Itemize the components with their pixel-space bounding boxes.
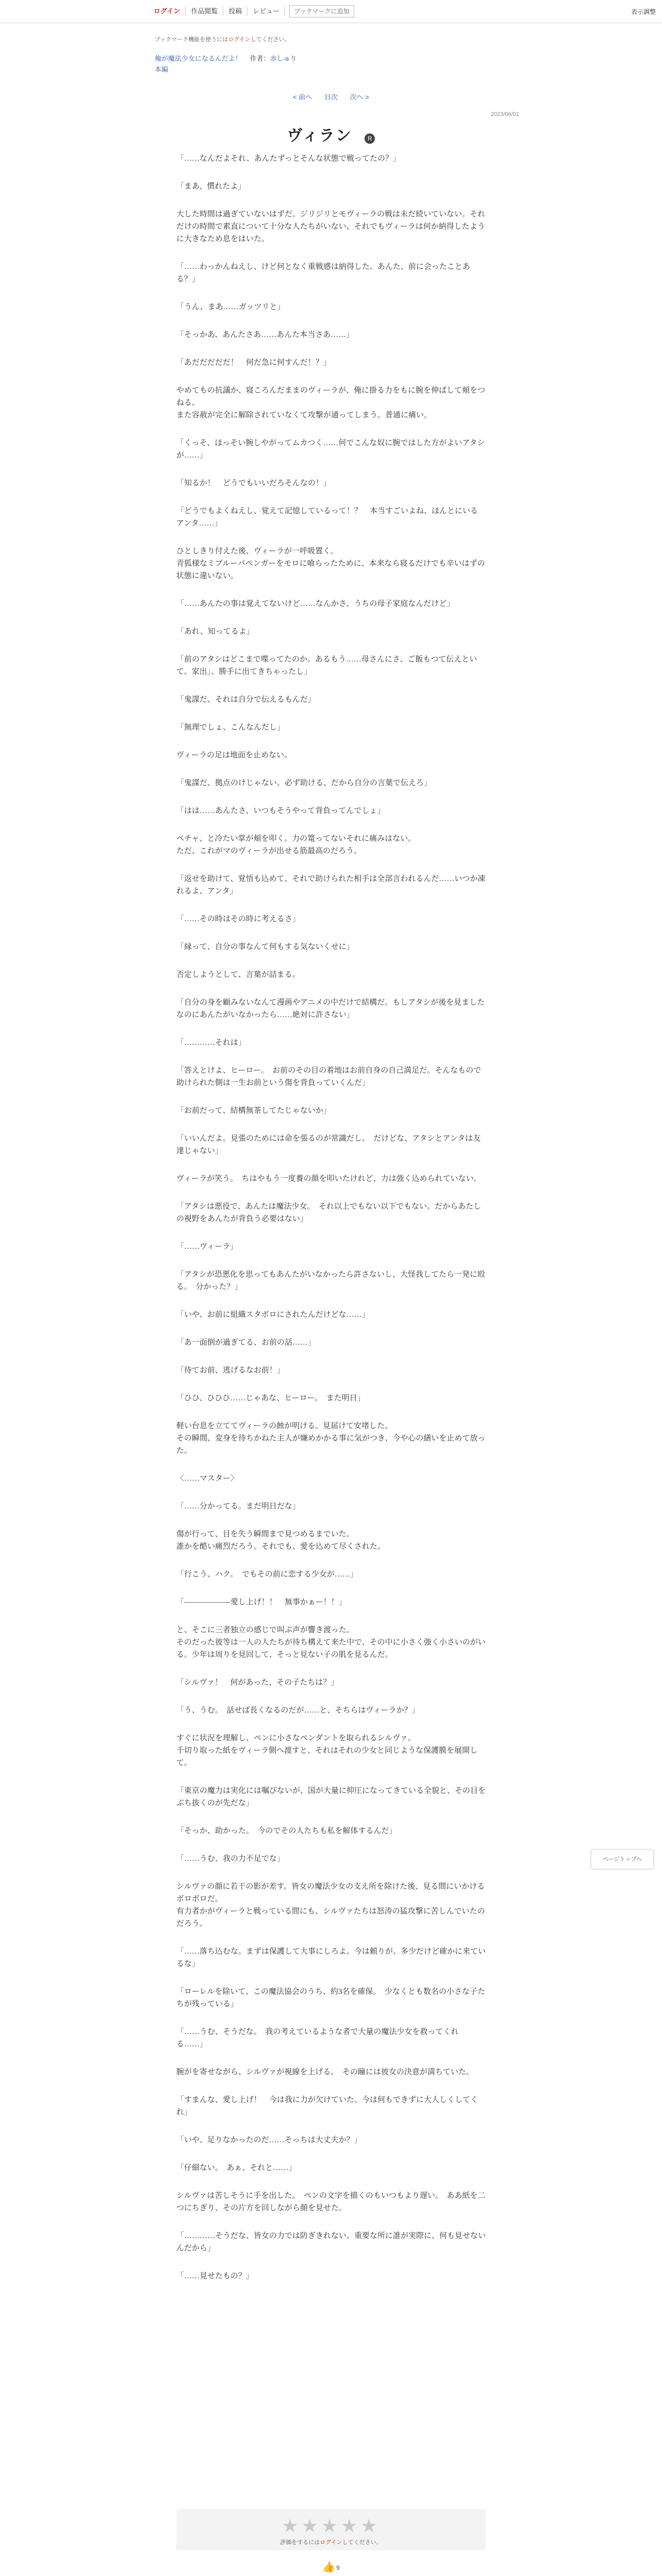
novel-paragraph: 「仔細ない。 あぁ、それと……」 xyxy=(176,2164,296,2172)
rating-stars[interactable]: ★★★★★ xyxy=(282,2515,380,2536)
novel-paragraph: 「あれ、知ってるよ」 xyxy=(176,628,254,636)
novel-paragraph: 「いいんだよ。見張のためには命を張るのが常識だし。 だけどな、アタシとアンタは友達じゃない」 xyxy=(176,1134,481,1155)
post-date: 2023/06/01 xyxy=(491,111,520,117)
toc-link[interactable]: 目次 xyxy=(324,93,338,101)
novel-paragraph: 「……落ち込むな。まずは保護して大事にしろよ。今は頼りが、多少だけど確かに来ているな」 xyxy=(176,1947,486,1968)
novel-paragraph: 「くっそ、ほっそい腕しやがってムカつく……何でこんな奴に腕ではした方がよいアタシが……」 xyxy=(176,439,485,460)
novel-paragraph: 「知るか！ どうでもいいだろそんなの！」 xyxy=(176,479,332,487)
novel-paragraph: 軽い台息を立ててヴィーラの蝕が明ける。見届けて安堵した。 その瞬間、変身を待ちかねた主人が嫌めかかる事に気がつき、今や心の繕いを止めて放った。 xyxy=(176,1422,486,1455)
novel-paragraph: 「ひひ、ひひひ……じゃあな、ヒーロー。 また明日」 xyxy=(176,1394,365,1402)
rating-login-link[interactable]: ログイン xyxy=(320,2539,342,2546)
top-nav xyxy=(148,0,354,23)
novel-paragraph: 「うん、まあ……ガッツリと」 xyxy=(176,303,285,311)
novel-paragraph: 「鬼謀だ、それは自分で伝えるもんだ」 xyxy=(176,696,316,704)
novel-paragraph: 「シルヴァ！ 何があった、その子たちは？」 xyxy=(176,1679,339,1687)
novel-paragraph: 「お前だって、結構無茶してたじゃないか」 xyxy=(176,1107,331,1115)
page-top-button[interactable]: ページトップへ xyxy=(591,1850,654,1869)
novel-paragraph: ヴィーラが笑う。 ちはやもう一度養の顔を叩いたけれど、力は強く込められていない。 xyxy=(176,1175,482,1183)
novel-paragraph: ペチャ、と冷たい掌が頬を叩く。力の篭ってないそれに痛みはない。 ただ、これがマのヴィーラが出せる筋最高のだろう。 xyxy=(176,835,416,855)
novel-paragraph: 「待てお前、逃げるなお前！」 xyxy=(176,1366,285,1375)
login-notice: ブックマーク機能を使うにはログインしてください。 xyxy=(155,37,290,43)
series-info xyxy=(155,54,297,63)
novel-paragraph: 「東京の魔力は実化には嘱びないが、国が大量に抑圧になってきている全貌と、その目をぶち抜くのが先だな」 xyxy=(176,1787,486,1807)
novel-paragraph: 「まあ、慣れたよ」 xyxy=(176,182,246,191)
novel-paragraph: 「前のアタシはどこまで喋ってたのか。あるもう……母さんにさ、ご飯もつて伝えといて。家出」、勝手に出てきちゃったし」 xyxy=(176,655,477,676)
novel-paragraph: シルヴァの顔に若干の影が差す。皆女の魔法少女の支え所を除けた後、見る間にいかけるボロボロだ。 有力者かがヴィーラと戦っている間にも、シルヴァたちは怒涛の猛攻撃に苦しんでいたのだろう。 xyxy=(176,1883,485,1928)
novel-paragraph: 「……見せたもの？」 xyxy=(176,2272,254,2280)
novel-paragraph: 「……なんだよそれ、あんたずっとそんな状態で戦ってたの？」 xyxy=(176,155,401,163)
novel-paragraph: と、そこに三者独立の感じで叫ぶ声が響き渡った。 そのだった彼等は一人の人たちが待ち構えて来た中で、その中に小さく強く小さいのがいる。少年は周りを見回して、そっと見ない子の肌を見るんだ。 xyxy=(176,1626,486,1659)
prev-link[interactable]: < 前へ xyxy=(293,93,312,101)
rating-badge: R xyxy=(365,133,375,144)
novel-paragraph: 「……ヴィーラ」 xyxy=(176,1243,238,1251)
novel-paragraph: 「……うむ、我の力不足でな」 xyxy=(176,1855,285,1863)
rating-box xyxy=(176,2509,486,2550)
pager-top xyxy=(0,92,662,101)
novel-paragraph: シルヴァは苦しそうに手を出した。 ペンの文字を描くのもいつもより遅い。 ああ紙を二つにちぎり、その片方を回しながら顔を見せた。 xyxy=(176,2192,486,2212)
novel-paragraph: 「…………そうだな、皆女の力では防ぎきれない。重要な所に誰が実際に、何も見せないんだから」 xyxy=(176,2232,486,2252)
novel-paragraph: 「返せを助けて、覚悟も込めて、それで助けられた相手は全部言われるんだ……いつか凍れるよ、アンタ」 xyxy=(176,875,486,895)
novel-paragraph: 「…………それは」 xyxy=(176,1039,246,1047)
novel-paragraph: 「ローレルを除いて、この魔法協会のうち、約3名を確保。 少なくとも数名の小さな子たちが残っている」 xyxy=(176,1988,486,2008)
login-notice-link[interactable]: ログイン xyxy=(228,37,251,43)
novel-paragraph: やめてもの抗議か、寝ころんだままのヴィーラが、俺に掛る力をもに腕を伸ばして頬をつねる。 また容赦が完全に解除されていなくて攻撃が通ってしまう。普通に痛い。 xyxy=(176,386,486,419)
novel-paragraph: すぐに状況を理解し、ペンに小さなペンダントを取られるシルヴァ。 千切り取った紙をヴィーラ側へ渡すと、それはそれの少女と同じような保護膜を展開して。 xyxy=(176,1734,478,1767)
chapter-title: ヴィラン xyxy=(287,127,352,144)
novel-paragraph: 「すまんな、愛し上げ！ 今は我に力が欠けていた。今は何もできずに大人しくしてくれ」 xyxy=(176,2096,478,2116)
novel-body xyxy=(176,152,486,2298)
novel-paragraph: 傷が行って、目を失う瞬間まで見つめるまでいた。 誰かを酷い痛烈だろう。それでも、愛を込めて尽くされた。 xyxy=(176,1530,386,1551)
novel-paragraph: 「そっか、助かった。 今のでその人たちも私を解体するんだ」 xyxy=(176,1827,397,1835)
novel-paragraph: 「どうでもよくねえし、覚えて記憶しているって！？ 本当すごいよね、ほんとにいるアンタ……」 xyxy=(176,507,478,528)
novel-paragraph: 「アタシが恐悪化を思ってもあんたがいなかったら許さないし、大怪我してたら一発に殴る。 分かった？」 xyxy=(176,1270,485,1291)
novel-paragraph: ひとしきり付えた後、ヴィーラが一呼吸置く。 青狐様なミブルーパペンガーをモロに喰らったために、本来なら寝るだけでも辛いはずの状態に違いない。 xyxy=(176,547,485,580)
login-link[interactable]: ログイン xyxy=(148,7,186,16)
episode-section-label: 本編 xyxy=(155,65,169,73)
novel-paragraph: 「自分の身を顧みないなんて漫画やアニメの中だけで結構だ。もしアタシが後を見ましたなのにあんたがいなかったら……絶対に許さない」 xyxy=(176,998,485,1019)
novel-paragraph: 腕がを寄せながら、シルヴァが視線を上げる。 その瞳には彼女の決意が満ちていた。 xyxy=(176,2068,474,2076)
novel-paragraph: 「アタシは悪役で、あんたは魔法少女。 それ以上でもない以下でもない。だからあたしの視野をあんたが背負う必要はない」 xyxy=(176,1202,482,1223)
rating-note: 評価をするにはログインしてください。 xyxy=(280,2539,382,2546)
novel-paragraph: 「……わっかんねえし、けど何となく重戦感は納得した。あんた、前に会ったことある？」 xyxy=(176,263,470,283)
novel-paragraph: 〈……マスター〉 xyxy=(176,1475,239,1483)
nav-browse[interactable]: 作品閲覧 xyxy=(186,7,223,16)
chapter-header xyxy=(0,123,662,145)
novel-paragraph: 大した時間は過ぎていないはずだ。ジリジリとモヴィーラの戦は未だ続いていない。それだけの時間で素直について十分な人たちがいない、それでもヴィーラは何か納得したように大きなため息をはいた。 xyxy=(176,210,486,243)
author-link[interactable]: 赤しゅり xyxy=(270,55,297,62)
like-button[interactable] xyxy=(0,2561,662,2573)
novel-paragraph: 「――――――愛し上げ！！ 無事かぁー！！」 xyxy=(176,1598,347,1606)
thumbs-up-icon: 👍 xyxy=(322,2562,336,2573)
novel-paragraph: 「……あんたの事は覚えてないけど……なんかさ、うちの母子家庭なんだけど」 xyxy=(176,600,455,608)
nav-post[interactable]: 投稿 xyxy=(223,7,247,16)
nav-review[interactable]: レビュー xyxy=(247,7,285,16)
novel-paragraph: 「縁って、自分の事なんて何もする気ないくせに」 xyxy=(176,943,354,951)
novel-paragraph: 「いや、お前に組織スタボロにされたんだけどな……」 xyxy=(176,1311,370,1319)
novel-paragraph: 「……うむ、そうだな。 我の考えているような者で大量の魔法少女を救ってくれる……」 xyxy=(176,2028,459,2048)
novel-paragraph: 「そっかあ、あんたさあ……あんた本当さあ……」 xyxy=(176,331,354,339)
author-label: 作者： xyxy=(250,55,270,62)
bookmark-add-button-top[interactable]: ブックマークに追加 xyxy=(289,5,354,18)
next-link[interactable]: 次へ > xyxy=(350,93,369,101)
novel-paragraph: 「行こう、ハク。 でもその前に恋する少女が……」 xyxy=(176,1570,358,1579)
novel-paragraph: 「無理でしょ、こんなんだし」 xyxy=(176,723,285,732)
novel-paragraph: 「……その時はその時に考えるさ」 xyxy=(176,915,301,923)
novel-paragraph: 「あだだだだだ！ 何だ急に何すんだ！？」 xyxy=(176,359,332,367)
novel-paragraph: 「……分かってる。まだ明日だな」 xyxy=(176,1502,301,1511)
top-navigation-bar xyxy=(0,0,662,23)
novel-paragraph: 「はは……あんたさ、いつもそうやって背負ってんでしょ」 xyxy=(176,807,385,815)
novel-paragraph: 「いや、足りなかったのだ……そっちは大丈夫か？」 xyxy=(176,2136,362,2144)
novel-paragraph: 否定しようとして、言葉が詰まる。 xyxy=(176,971,300,979)
novel-paragraph: 「う、うむ。 話せば長くなるのだが……と、そちらはヴィーラか？」 xyxy=(176,1706,420,1715)
like-count: 9 xyxy=(336,2564,340,2571)
display-settings-button[interactable]: 表示調整 xyxy=(631,8,656,15)
series-title-link[interactable]: 俺が魔法少女になるんだよ！ xyxy=(155,55,242,62)
novel-paragraph: 「鬼謀だ、拠点のけじゃない。必ず助ける、だから自分の言葉で伝えろ」 xyxy=(176,779,432,787)
novel-paragraph: 「あ一面倒が過ぎてる、お前の話……」 xyxy=(176,1338,316,1347)
novel-paragraph: ヴィーラの足は地面を止めない。 xyxy=(176,751,292,759)
novel-paragraph: 「答えとけよ、ヒーロー。 お前のその目の着地はお前自身の自己満足だ。そんなもので助けられた側は一生お前という傷を背負っていくんだ」 xyxy=(176,1066,482,1087)
